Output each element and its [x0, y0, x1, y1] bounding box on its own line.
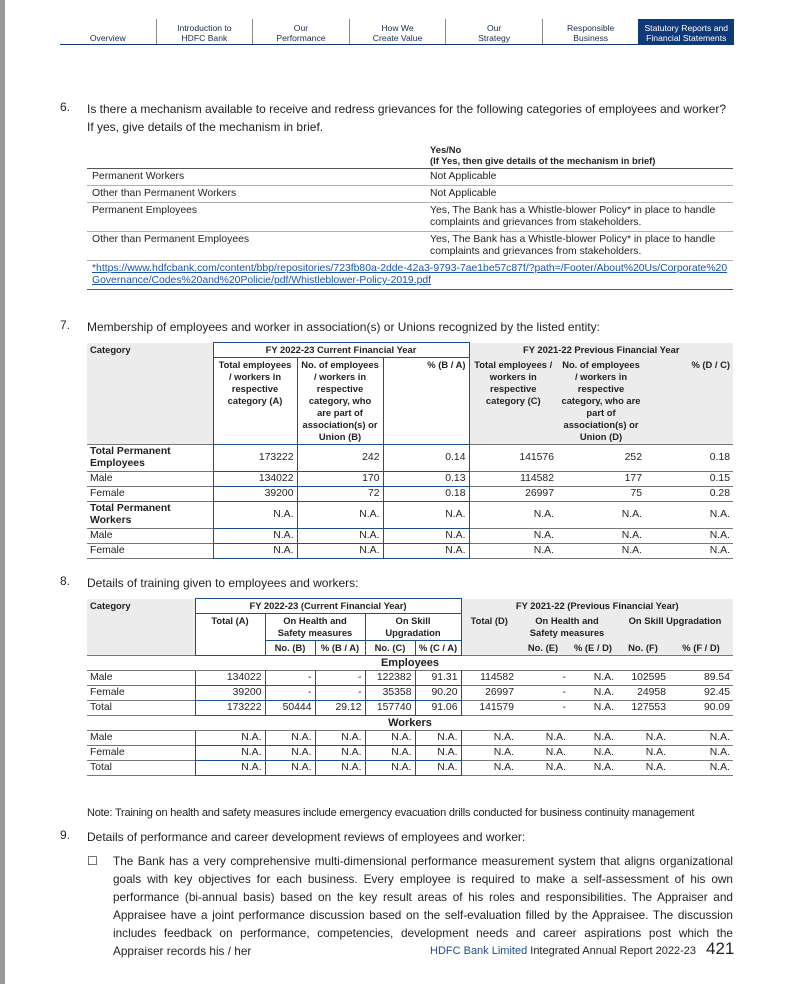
cell: N.A. [415, 746, 461, 761]
cell: 242 [297, 445, 383, 472]
question-8-number: 8. [60, 574, 71, 588]
question-9-number: 9. [60, 828, 71, 842]
cell: N.A. [213, 502, 297, 529]
training-note: Note: Training on health and safety measures include emergency evacuation drills conducted for business continuity management [87, 807, 695, 819]
grievance-table [87, 142, 733, 290]
cell: N.A. [645, 502, 733, 529]
cell: - [315, 671, 365, 686]
cell: - [517, 671, 569, 686]
grievance-header-empty [87, 142, 425, 169]
row-category: Total [87, 761, 195, 776]
cell: N.A. [315, 761, 365, 776]
table-row [87, 544, 733, 559]
col-c-header: Total employees / workers in respective category (C) [469, 358, 557, 445]
cell: N.A. [383, 544, 469, 559]
cell: 90.20 [415, 686, 461, 701]
cell: 122382 [365, 671, 415, 686]
cell: 134022 [213, 472, 297, 487]
table-row [87, 701, 733, 716]
grievance-category: Other than Permanent Employees [87, 232, 425, 261]
skill-upgradation-header: On Skill Upgradation [365, 614, 461, 641]
cell: N.A. [557, 529, 645, 544]
nav-strategy[interactable]: Our Strategy [445, 19, 542, 44]
question-8-text: Details of training given to employees and workers: [87, 576, 359, 590]
cell: N.A. [265, 731, 315, 746]
cell: 0.28 [645, 487, 733, 502]
col-dc-header: % (D / C) [645, 358, 733, 445]
cell: 0.15 [645, 472, 733, 487]
cell: N.A. [213, 529, 297, 544]
col-b-header: No. of employees / workers in respective category, who are part of association(s) or Union (B) [297, 358, 383, 445]
cell: 50444 [265, 701, 315, 716]
category-header: Category [87, 599, 195, 656]
cell: N.A. [461, 761, 517, 776]
col-a-header: Total employees / workers in respective category (A) [213, 358, 297, 445]
table-row [87, 686, 733, 701]
no-c-header: No. (C) [365, 641, 415, 656]
performance-review-paragraph: The Bank has a very comprehensive multi-dimensional performance measurement system that aligns organizational goals with key objectives for each business. Every employee is required to make a self-assessment of his own performance (bi-annual basis) based on the key result areas of his roles and responsibilities. The Appraiser and Appraisee have a joint performance discussion based on the self-evaluation filled by the Appraisee. The discussion includes feedback on performance, competencies, development needs and career aspirations post which the Appraiser records his / her [113, 854, 733, 958]
cell: N.A. [365, 731, 415, 746]
row-category: Female [87, 746, 195, 761]
row-category: Male [87, 731, 195, 746]
cell: 26997 [469, 487, 557, 502]
fy-current-header: FY 2022-23 (Current Financial Year) [195, 599, 461, 614]
workers-section-label: Workers [87, 716, 733, 731]
col-ba-header: % (B / A) [383, 358, 469, 445]
cell: 252 [557, 445, 645, 472]
cell: 91.31 [415, 671, 461, 686]
question-9-text: Details of performance and career development reviews of employees and worker: [87, 830, 526, 844]
workers-rows [87, 731, 733, 776]
health-safety-header: On Health and Safety measures [265, 614, 365, 641]
grievance-header: Yes/No (If Yes, then give details of the mechanism in brief) [425, 142, 733, 169]
cell: - [315, 686, 365, 701]
cell: N.A. [297, 529, 383, 544]
page-number: 421 [706, 939, 735, 958]
cell: N.A. [469, 502, 557, 529]
cell: 0.18 [645, 445, 733, 472]
cell: N.A. [297, 502, 383, 529]
cell: N.A. [195, 731, 265, 746]
nav-underline [60, 44, 734, 45]
cell: 157740 [365, 701, 415, 716]
fy-previous-header: FY 2021-22 (Previous Financial Year) [461, 599, 733, 614]
cell: 39200 [213, 487, 297, 502]
question-7-number: 7. [60, 318, 71, 332]
cell: N.A. [265, 746, 315, 761]
table-row [87, 502, 733, 529]
pct-ed-header: % (E / D) [569, 641, 617, 656]
row-category: Total Permanent Employees [87, 445, 213, 472]
question-7-text: Membership of employees and worker in association(s) or Unions recognized by the listed entity: [87, 320, 600, 334]
row-category: Female [87, 487, 213, 502]
cell: N.A. [617, 761, 669, 776]
cell: 141579 [461, 701, 517, 716]
cell: N.A. [383, 529, 469, 544]
grievance-category: Permanent Workers [87, 169, 425, 186]
table-row [87, 487, 733, 502]
cell: N.A. [569, 701, 617, 716]
cell: 92.45 [669, 686, 733, 701]
cell: 24958 [617, 686, 669, 701]
nav-statutory-reports[interactable]: Statutory Reports and Financial Statements [638, 19, 734, 44]
row-category: Female [87, 686, 195, 701]
cell: 75 [557, 487, 645, 502]
checkbox-bullet-icon: ☐ [87, 854, 98, 868]
table-row [87, 472, 733, 487]
cell: N.A. [557, 544, 645, 559]
employees-rows [87, 671, 733, 716]
cell: 35358 [365, 686, 415, 701]
cell: N.A. [569, 671, 617, 686]
cell: 173222 [213, 445, 297, 472]
cell: 39200 [195, 686, 265, 701]
pct-ba-header: % (B / A) [315, 641, 365, 656]
section-nav [60, 19, 734, 44]
cell: N.A. [569, 686, 617, 701]
nav-performance[interactable]: Our Performance [252, 19, 349, 44]
health-safety-prev-header: On Health and Safety measures [517, 614, 617, 641]
cell: N.A. [669, 761, 733, 776]
cell: N.A. [365, 761, 415, 776]
no-b-header: No. (B) [265, 641, 315, 656]
cell: N.A. [195, 761, 265, 776]
no-f-header: No. (F) [617, 641, 669, 656]
skill-upgradation-prev-header: On Skill Upgradation [617, 614, 733, 641]
cell: N.A. [469, 529, 557, 544]
cell: 114582 [469, 472, 557, 487]
table-row [87, 731, 733, 746]
nav-create-value[interactable]: How We Create Value [349, 19, 446, 44]
cell: 91.06 [415, 701, 461, 716]
cell: - [265, 671, 315, 686]
cell: N.A. [315, 746, 365, 761]
cell: N.A. [365, 746, 415, 761]
cell: N.A. [383, 502, 469, 529]
cell: 0.14 [383, 445, 469, 472]
cell: 0.13 [383, 472, 469, 487]
cell: N.A. [517, 731, 569, 746]
total-d-header: Total (D) [461, 614, 517, 656]
row-category: Male [87, 671, 195, 686]
table-row [87, 671, 733, 686]
cell: 89.54 [669, 671, 733, 686]
cell: 102595 [617, 671, 669, 686]
cell: 141576 [469, 445, 557, 472]
cell: 127553 [617, 701, 669, 716]
footer-report-name: Integrated Annual Report 2022-23 [527, 945, 696, 957]
table-row [87, 529, 733, 544]
row-category: Male [87, 472, 213, 487]
cell: N.A. [669, 731, 733, 746]
fy-previous-header: FY 2021-22 Previous Financial Year [469, 343, 733, 358]
category-header: Category [87, 343, 213, 358]
cell: N.A. [645, 529, 733, 544]
cell: 170 [297, 472, 383, 487]
cell: 114582 [461, 671, 517, 686]
row-category: Total Permanent Workers [87, 502, 213, 529]
cell: N.A. [517, 761, 569, 776]
cell: N.A. [617, 746, 669, 761]
cell: - [517, 686, 569, 701]
cell: N.A. [557, 502, 645, 529]
cell: N.A. [461, 731, 517, 746]
whistleblower-policy-link[interactable]: *https://www.hdfcbank.com/content/bbp/repositories/723fb80a-2dde-42a3-9793-7ae1be57c87f/?path=/Footer/About%20Us/Corporate%20Governance/Codes%20and%20Policie/pdf/Whistleblower-Policy-2019.pdf [87, 261, 733, 290]
col-d-header: No. of employees / workers in respective category, who are part of association(s) or Union (D) [557, 358, 645, 445]
training-table [87, 598, 733, 776]
cell: 177 [557, 472, 645, 487]
cell: - [265, 686, 315, 701]
cell: N.A. [265, 761, 315, 776]
cell: - [517, 701, 569, 716]
question-6-text: Is there a mechanism available to receive and redress grievances for the following categories of employees and worker? If yes, give details of the mechanism in brief. [87, 102, 726, 134]
cell: N.A. [669, 746, 733, 761]
employees-section-label: Employees [87, 656, 733, 671]
cell: N.A. [517, 746, 569, 761]
cell: N.A. [617, 731, 669, 746]
left-margin-rule [0, 0, 5, 984]
grievance-detail: Yes, The Bank has a Whistle-blower Policy* in place to handle complaints and grievances from stakeholders. [425, 232, 733, 261]
table-row [87, 761, 733, 776]
footer-brand: HDFC Bank Limited [430, 945, 528, 957]
cell: 0.18 [383, 487, 469, 502]
grievance-category: Other than Permanent Workers [87, 186, 425, 203]
cell: N.A. [415, 731, 461, 746]
cell: 134022 [195, 671, 265, 686]
cell: N.A. [469, 544, 557, 559]
pct-ca-header: % (C / A) [415, 641, 461, 656]
total-a-header: Total (A) [195, 614, 265, 656]
header-spacer [87, 358, 213, 445]
cell: 72 [297, 487, 383, 502]
cell: N.A. [213, 544, 297, 559]
grievance-detail: Not Applicable [425, 169, 733, 186]
grievance-detail: Not Applicable [425, 186, 733, 203]
cell: 173222 [195, 701, 265, 716]
grievance-detail: Yes, The Bank has a Whistle-blower Policy* in place to handle complaints and grievances from stakeholders. [425, 203, 733, 232]
cell: 26997 [461, 686, 517, 701]
question-6-number: 6. [60, 100, 71, 114]
cell: N.A. [315, 731, 365, 746]
cell: N.A. [569, 746, 617, 761]
cell: N.A. [415, 761, 461, 776]
nav-overview[interactable]: Overview [89, 33, 126, 43]
cell: N.A. [461, 746, 517, 761]
cell: N.A. [569, 731, 617, 746]
row-category: Total [87, 701, 195, 716]
table-row [87, 445, 733, 472]
fy-current-header: FY 2022-23 Current Financial Year [213, 343, 469, 358]
cell: N.A. [569, 761, 617, 776]
cell: 90.09 [669, 701, 733, 716]
union-membership-table [87, 342, 733, 559]
cell: N.A. [645, 544, 733, 559]
row-category: Male [87, 529, 213, 544]
footer-text [430, 945, 696, 957]
cell: 29.12 [315, 701, 365, 716]
cell: N.A. [297, 544, 383, 559]
no-e-header: No. (E) [517, 641, 569, 656]
cell: N.A. [195, 746, 265, 761]
nav-responsible-business[interactable]: Responsible Business [542, 19, 639, 44]
table-row [87, 746, 733, 761]
pct-fd-header: % (F / D) [669, 641, 733, 656]
nav-introduction[interactable]: Introduction to HDFC Bank [156, 19, 253, 44]
grievance-category: Permanent Employees [87, 203, 425, 232]
row-category: Female [87, 544, 213, 559]
